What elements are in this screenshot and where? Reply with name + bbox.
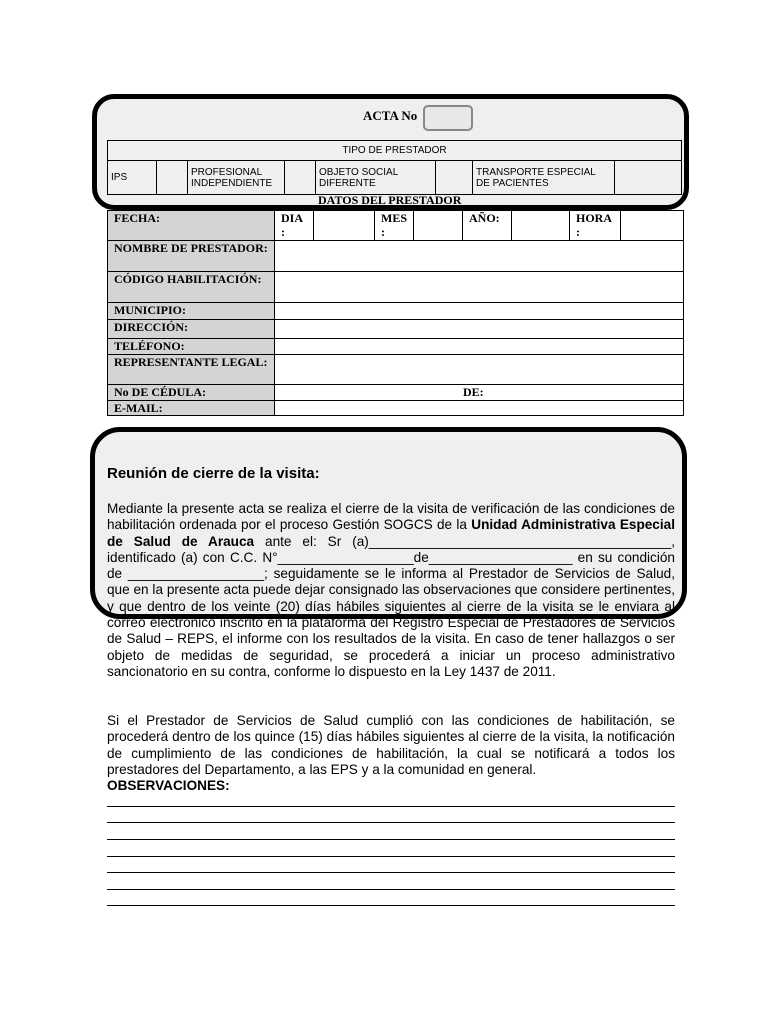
reunion-paragraph-2: Si el Prestador de Servicios de Salud cumplió con las condiciones de habilitación, se procederá dentro de los quince (15) días hábiles siguientes al cierre de la visita, la notificación de cumplimiento de las condiciones de habilitación, la cual se notificará a todos los prestadores del Departamento, a las EPS y a la comunidad en general. (107, 713, 675, 777)
codigo-label: CÓDIGO HABILITACIÓN: (108, 272, 275, 303)
acta-title: ACTA No (363, 108, 418, 123)
hora-field[interactable] (621, 211, 684, 241)
mes-label: MES : (375, 211, 414, 241)
reunion-paragraph-1 (107, 501, 675, 680)
datos-prestador-title: DATOS DEL PRESTADOR (318, 193, 462, 207)
option-transporte-label: TRANSPORTE ESPECIAL DE PACIENTES (473, 161, 615, 195)
telefono-label: TELÉFONO: (108, 339, 275, 355)
direccion-label: DIRECCIÓN: (108, 320, 275, 339)
direccion-field[interactable] (275, 320, 684, 339)
observaciones-line[interactable] (107, 905, 675, 906)
reunion-p1-end: ante el: Sr (a)________________________________________, identificado (a) con C.C. N°__________________de___________________ en su condición de __________________; seguidamente se le informa al Prestador de Servicios de Salud, que en la presente acta puede dejar consignado las observaciones que considere pertinentes, y que dentro de los veinte (20) días hábiles siguientes al cierre de la visita se le enviara al correo electrónico inscrito en la plataforma del Registro Especial de Prestadores de Servicios de Salud – REPS, el informe con los resultados de la visita. En caso de tener hallazgos o ser objeto de medidas de seguridad, se procederá a iniciar un proceso administrativo sancionatorio en su contra, conforme lo dispuesto en la Ley 1437 de 2011. (107, 533, 675, 679)
anio-field[interactable] (512, 211, 570, 241)
option-objeto-social-label: OBJETO SOCIAL DIFERENTE (316, 161, 436, 195)
municipio-label: MUNICIPIO: (108, 303, 275, 320)
codigo-field[interactable] (275, 272, 684, 303)
cedula-label: No DE CÉDULA: (108, 385, 275, 401)
cedula-de-label: DE: (463, 385, 484, 399)
email-label: E-MAIL: (108, 401, 275, 416)
option-profesional-checkbox[interactable] (285, 161, 316, 195)
option-transporte-checkbox[interactable] (615, 161, 682, 195)
observaciones-line[interactable] (107, 822, 675, 823)
observaciones-line[interactable] (107, 872, 675, 873)
tipo-prestador-table (107, 140, 682, 195)
municipio-field[interactable] (275, 303, 684, 320)
acta-number-field[interactable] (423, 105, 473, 131)
reunion-heading: Reunión de cierre de la visita: (107, 465, 320, 482)
option-ips-label: IPS (108, 161, 157, 195)
dia-label: DIA : (275, 211, 314, 241)
option-ips-checkbox[interactable] (157, 161, 188, 195)
nombre-label: NOMBRE DE PRESTADOR: (108, 241, 275, 272)
representante-field[interactable] (275, 355, 684, 385)
nombre-field[interactable] (275, 241, 684, 272)
observaciones-line[interactable] (107, 839, 675, 840)
fecha-label: FECHA: (108, 211, 275, 241)
representante-label: REPRESENTANTE LEGAL: (108, 355, 275, 385)
email-field[interactable] (275, 401, 684, 416)
telefono-field[interactable] (275, 339, 684, 355)
cedula-field[interactable] (275, 385, 684, 401)
dia-field[interactable] (314, 211, 375, 241)
observaciones-line[interactable] (107, 856, 675, 857)
hora-label: HORA : (570, 211, 621, 241)
reunion-p1-bold: Unidad Administrativa Especial de Salud de Arauca (107, 517, 675, 549)
datos-prestador-table (107, 210, 684, 416)
option-profesional-label: PROFESIONAL INDEPENDIENTE (188, 161, 285, 195)
mes-field[interactable] (414, 211, 463, 241)
tipo-prestador-title: TIPO DE PRESTADOR (108, 141, 682, 161)
anio-label: AÑO: (463, 211, 512, 241)
observaciones-heading: OBSERVACIONES: (107, 778, 230, 793)
observaciones-line[interactable] (107, 889, 675, 890)
observaciones-line[interactable] (107, 806, 675, 807)
option-objeto-social-checkbox[interactable] (436, 161, 473, 195)
reunion-p1-start: Mediante la presente acta se realiza el cierre de la visita de verificación de las condiciones de habilitación ordenada por el proceso Gestión SOGCS de la (107, 501, 675, 533)
